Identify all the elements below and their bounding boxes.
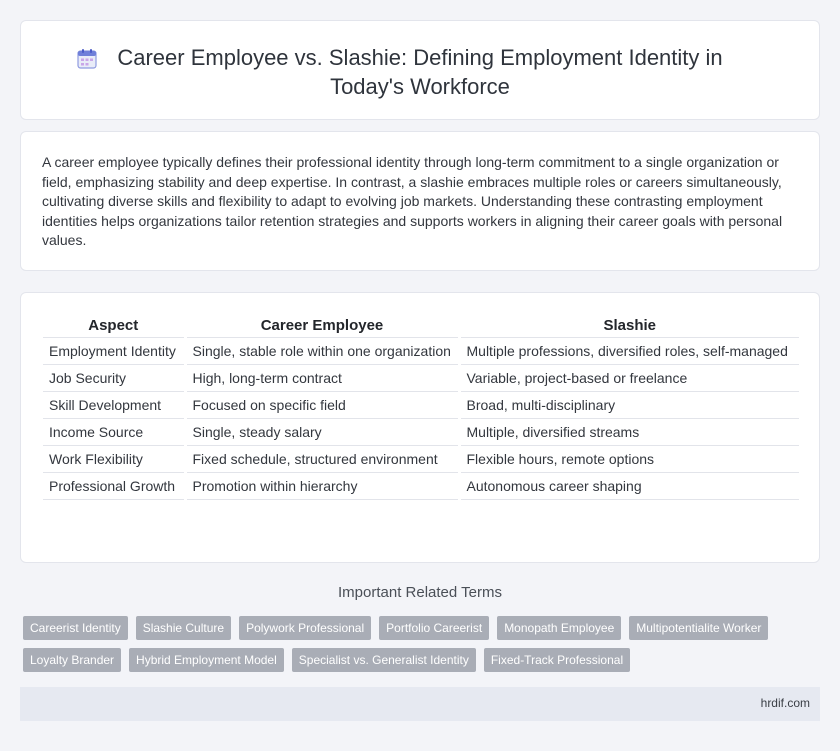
column-header-slashie: Slashie (459, 315, 799, 337)
cell-career-employee: High, long-term contract (185, 364, 459, 391)
cell-aspect: Income Source (43, 418, 185, 445)
table-header-row (43, 315, 799, 337)
cell-career-employee: Single, steady salary (185, 418, 459, 445)
related-term-tag[interactable]: Loyalty Brander (23, 648, 121, 672)
cell-aspect: Work Flexibility (43, 445, 185, 472)
related-term-tag[interactable]: Portfolio Careerist (379, 616, 489, 640)
related-term-tag[interactable]: Careerist Identity (23, 616, 128, 640)
related-term-tag[interactable]: Monopath Employee (497, 616, 621, 640)
related-term-tag[interactable]: Specialist vs. Generalist Identity (292, 648, 476, 672)
comparison-table (43, 315, 799, 500)
table-row (43, 445, 799, 472)
related-terms-title: Important Related Terms (338, 584, 502, 601)
cell-slashie: Flexible hours, remote options (459, 445, 799, 472)
page-title: Career Employee vs. Slashie: Defining Employment Identity in Today's Workforce (117, 45, 723, 99)
cell-slashie: Variable, project-based or freelance (459, 364, 799, 391)
related-term-tag[interactable]: Fixed-Track Professional (484, 648, 630, 672)
footer-site-link[interactable]: hrdif.com (760, 696, 810, 710)
cell-slashie: Multiple, diversified streams (459, 418, 799, 445)
cell-aspect: Job Security (43, 364, 185, 391)
cell-career-employee: Fixed schedule, structured environment (185, 445, 459, 472)
cell-slashie: Broad, multi-disciplinary (459, 391, 799, 418)
related-term-tag[interactable]: Polywork Professional (239, 616, 371, 640)
related-terms-list (23, 616, 813, 680)
related-term-tag[interactable]: Hybrid Employment Model (129, 648, 284, 672)
table-row (43, 364, 799, 391)
related-term-tag[interactable]: Slashie Culture (136, 616, 231, 640)
cell-career-employee: Single, stable role within one organization (185, 337, 459, 364)
footer (20, 687, 820, 721)
cell-slashie: Autonomous career shaping (459, 472, 799, 499)
table-row (43, 472, 799, 499)
cell-slashie: Multiple professions, diversified roles, self-managed (459, 337, 799, 364)
column-header-career-employee: Career Employee (185, 315, 459, 337)
table-row (43, 337, 799, 364)
related-term-tag[interactable]: Multipotentialite Worker (629, 616, 768, 640)
table-row (43, 418, 799, 445)
cell-career-employee: Promotion within hierarchy (185, 472, 459, 499)
comparison-card (20, 292, 820, 563)
cell-aspect: Professional Growth (43, 472, 185, 499)
table-row (43, 391, 799, 418)
cell-aspect: Employment Identity (43, 337, 185, 364)
intro-card (20, 131, 820, 271)
cell-aspect: Skill Development (43, 391, 185, 418)
cell-career-employee: Focused on specific field (185, 391, 459, 418)
title-card (20, 20, 820, 120)
column-header-aspect: Aspect (43, 315, 185, 337)
intro-paragraph: A career employee typically defines their professional identity through long-term commitment to a single organization or field, emphasizing stability and deep expertise. In contrast, a slashie embraces multiple roles or careers simultaneously, cultivating diverse skills and flexibility to adapt to evolving job markets. Understanding these contrasting employment identities helps organizations tailor retention strategies and supports workers in aligning their career goals with personal values. (42, 154, 783, 248)
